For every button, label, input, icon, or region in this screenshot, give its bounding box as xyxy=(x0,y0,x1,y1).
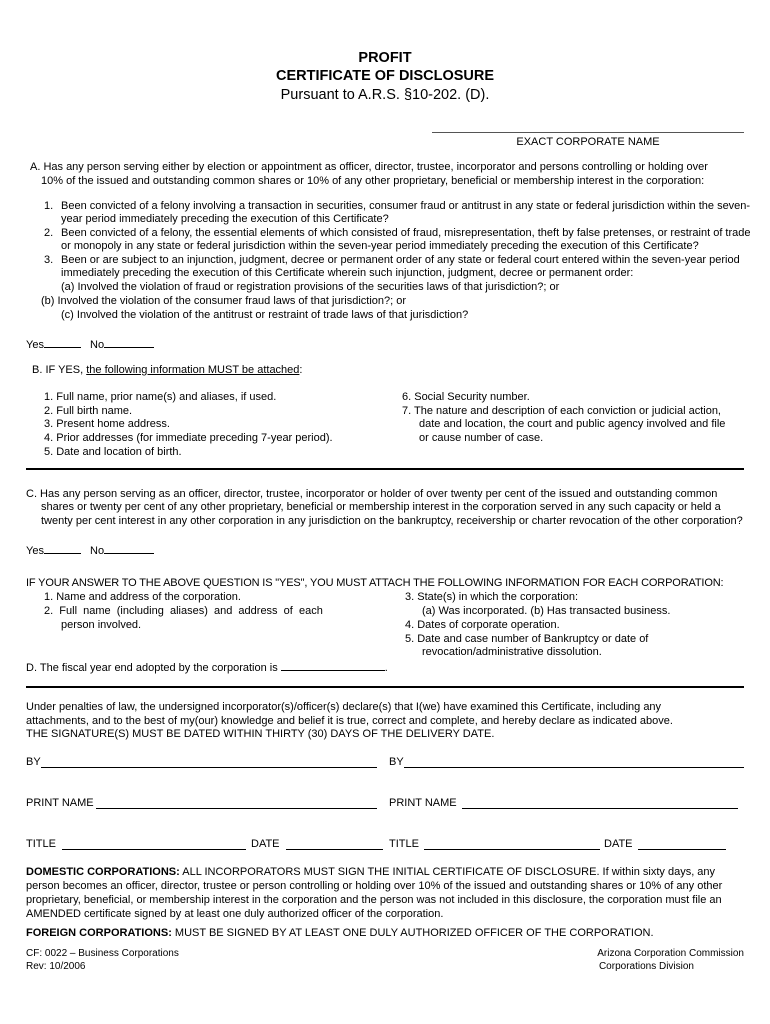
section-a-item-2-line1: Been convicted of a felony, the essential elements of which consisted of fraud, misrepresentation, theft by false pretenses, or restraint of trade xyxy=(61,227,751,239)
domestic-line4: AMENDED certificate signed by at least one duly authorized officer of the corporation. xyxy=(26,908,444,920)
print-name-label-right: PRINT NAME xyxy=(389,797,457,809)
section-c-line3: twenty per cent interest in any other corporation in any jurisdiction on the bankruptcy, receivership or charter revocation of the other corporation? xyxy=(41,515,743,527)
domestic-line2: person becomes an officer, director, trustee or person controlling or holding over 10% of the issued and outstanding shares or 10% of any other xyxy=(26,880,723,892)
date-field-left[interactable] xyxy=(286,837,383,850)
no-label: No xyxy=(90,339,105,351)
corporate-name-label: EXACT CORPORATE NAME xyxy=(516,136,660,148)
section-d-text: D. The fiscal year end adopted by the corporation is xyxy=(26,662,278,674)
section-a-yes-field[interactable] xyxy=(44,336,81,348)
section-b-underlined: the following information MUST be attached xyxy=(86,364,300,376)
section-a-item-1-line2: year period immediately preceding the execution of this Certificate? xyxy=(61,213,389,225)
title-field-left[interactable] xyxy=(62,837,246,850)
section-b-prefix: B. IF YES, xyxy=(32,364,84,376)
signature-field-left[interactable] xyxy=(41,755,377,768)
section-a-item-3-num: 3. xyxy=(44,254,54,266)
if-yes-right-3a: (a) Was incorporated. (b) Has transacted business. xyxy=(422,605,671,617)
section-b-left-item-2: 2. Full birth name. xyxy=(44,405,133,417)
section-a-item-2-num: 2. xyxy=(44,227,54,239)
if-yes-heading: IF YOUR ANSWER TO THE ABOVE QUESTION IS "YES", YOU MUST ATTACH THE FOLLOWING INFORMATION FOR EACH CORPORATION: xyxy=(26,577,724,589)
footer-division: Corporations Division xyxy=(598,961,694,972)
title-label-right: TITLE xyxy=(389,838,419,850)
section-a-item-2-line2: or monopoly in any state or federal jurisdiction within the seven-year period immediately preceding the execution of this Certificate? xyxy=(61,240,699,252)
domestic-heading: DOMESTIC CORPORATIONS: xyxy=(26,866,180,878)
if-yes-right-4: 4. Dates of corporate operation. xyxy=(405,619,560,631)
section-divider xyxy=(26,686,744,688)
if-yes-right-5-line2: revocation/administrative dissolution. xyxy=(422,646,602,658)
section-b-suffix: : xyxy=(299,364,303,376)
if-yes-right-5-line1: 5. Date and case number of Bankruptcy or date of xyxy=(405,633,649,645)
no-label: No xyxy=(90,545,105,557)
if-yes-left-2-line2: person involved. xyxy=(61,619,142,631)
date-label-left: DATE xyxy=(251,838,280,850)
date-label-right: DATE xyxy=(604,838,633,850)
section-a-sub-b: (b) Involved the violation of the consumer fraud laws of that jurisdiction?; or xyxy=(41,295,407,307)
yes-label: Yes xyxy=(26,545,44,557)
section-a-item-1-line1: Been convicted of a felony involving a transaction in securities, consumer fraud or antitrust in any state or federal jurisdiction within the seven- xyxy=(61,200,751,212)
form-title-profit: PROFIT xyxy=(358,50,412,66)
section-b-left-item-4: 4. Prior addresses (for immediate preceding 7-year period). xyxy=(44,432,333,444)
form-title: CERTIFICATE OF DISCLOSURE xyxy=(275,68,495,84)
footer-agency: Arizona Corporation Commission xyxy=(597,948,744,959)
section-a-item-3-line2: immediately preceding the execution of this Certificate wherein such injunction, judgment, decree or permanent order: xyxy=(61,267,634,279)
by-label-right: BY xyxy=(389,756,404,768)
section-b-left-item-1: 1. Full name, prior name(s) and aliases, if used. xyxy=(44,391,277,403)
title-field-right[interactable] xyxy=(424,837,600,850)
section-b-right-item-7-line1: 7. The nature and description of each conviction or judicial action, xyxy=(402,405,721,417)
print-name-field-right[interactable] xyxy=(462,796,738,809)
section-c-no-field[interactable] xyxy=(104,542,154,554)
date-field-right[interactable] xyxy=(638,837,726,850)
by-label-left: BY xyxy=(26,756,41,768)
section-a-no-field[interactable] xyxy=(104,336,154,348)
declaration-line3: THE SIGNATURE(S) MUST BE DATED WITHIN THIRTY (30) DAYS OF THE DELIVERY DATE. xyxy=(26,728,495,740)
declaration-line1: Under penalties of law, the undersigned incorporator(s)/officer(s) declare(s) that I(we) have examined this Certificate, including any xyxy=(26,701,662,713)
if-yes-left-1: 1. Name and address of the corporation. xyxy=(44,591,241,603)
domestic-text: ALL INCORPORATORS MUST SIGN THE INITIAL CERTIFICATE OF DISCLOSURE. If within sixty days, any xyxy=(182,866,716,878)
section-b-right-item-7-line3: or cause number of case. xyxy=(419,432,544,444)
print-name-label-left: PRINT NAME xyxy=(26,797,94,809)
title-label-left: TITLE xyxy=(26,838,56,850)
section-c-answer xyxy=(26,542,154,559)
declaration-line2: attachments, and to the best of my(our) knowledge and belief it is true, correct and complete, and hereby declare as indicated above. xyxy=(26,715,673,727)
form-subtitle: Pursuant to A.R.S. §10-202. (D). xyxy=(280,87,490,103)
section-b-left-item-3: 3. Present home address. xyxy=(44,418,170,430)
section-divider xyxy=(26,468,744,470)
section-c-yes-field[interactable] xyxy=(44,542,81,554)
print-name-field-left[interactable] xyxy=(96,796,377,809)
section-c-line1: C. Has any person serving as an officer, director, trustee, incorporator or holder of over twenty per cent of the issued and outstanding common xyxy=(26,488,718,500)
footer-form-number: CF: 0022 – Business Corporations xyxy=(26,948,179,959)
section-b-right-item-6: 6. Social Security number. xyxy=(402,391,530,403)
section-a-item-3-line1: Been or are subject to an injunction, judgment, decree or permanent order of any state or federal court entered within the seven-year period xyxy=(61,254,740,266)
section-a-sub-a: (a) Involved the violation of fraud or registration provisions of the securities laws of that jurisdiction?; or xyxy=(61,281,560,293)
foreign-line xyxy=(26,927,654,941)
fiscal-year-end-field[interactable] xyxy=(281,659,385,671)
if-yes-left-2-line1: 2. Full name (including aliases) and address of each xyxy=(44,605,323,617)
section-d xyxy=(26,659,388,676)
corporate-name-field[interactable] xyxy=(432,132,744,133)
signature-field-right[interactable] xyxy=(404,755,744,768)
section-d-end: . xyxy=(384,662,388,674)
domestic-line1 xyxy=(26,866,748,880)
section-b-right-item-7-line2: date and location, the court and public agency involved and file xyxy=(419,418,726,430)
domestic-line3: proprietary, beneficial, or membership interest in the corporation and the person was not included in this disclosure, the corporation must file an xyxy=(26,894,722,906)
foreign-text: MUST BE SIGNED BY AT LEAST ONE DULY AUTHORIZED OFFICER OF THE CORPORATION. xyxy=(174,927,654,939)
section-a-answer xyxy=(26,336,154,353)
section-b-left-item-5: 5. Date and location of birth. xyxy=(44,446,182,458)
if-yes-right-3: 3. State(s) in which the corporation: xyxy=(405,591,579,603)
section-a-intro-line1: A. Has any person serving either by election or appointment as officer, director, trustee, incorporator and persons controlling or holding over xyxy=(30,161,708,173)
section-a-sub-c: (c) Involved the violation of the antitrust or restraint of trade laws of that jurisdiction? xyxy=(61,309,469,321)
section-a-intro-line2: 10% of the issued and outstanding common shares or 10% of any other proprietary, beneficial or membership interest in the corporation: xyxy=(41,175,705,187)
section-b-heading xyxy=(32,364,302,378)
foreign-heading: FOREIGN CORPORATIONS: xyxy=(26,927,172,939)
section-c-line2: shares or twenty per cent of any other proprietary, beneficial or membership interest in the corporation served in any such capacity or held a xyxy=(41,501,721,513)
footer-revision: Rev: 10/2006 xyxy=(26,961,86,972)
section-a-item-1-num: 1. xyxy=(44,200,54,212)
yes-label: Yes xyxy=(26,339,44,351)
